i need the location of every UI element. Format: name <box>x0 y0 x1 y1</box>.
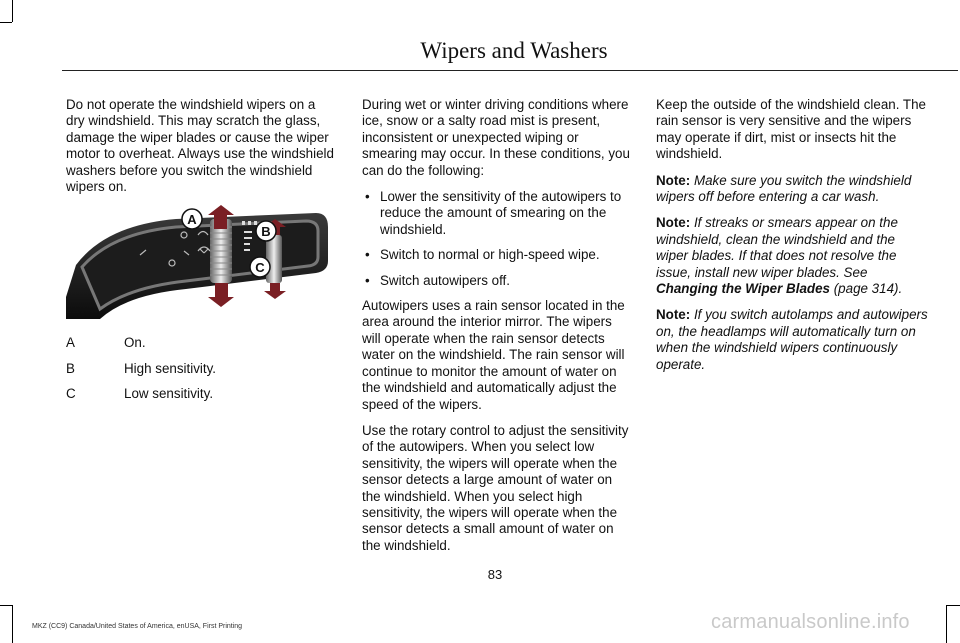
legend-row <box>66 361 336 377</box>
legend-key: C <box>66 386 76 402</box>
note-text: If you switch autolamps and autowipers on, the headlamps will automatically turn on when the windshield wipers continuously operate. <box>656 307 928 372</box>
column-3 <box>656 97 928 383</box>
note-label: Note: <box>656 307 691 323</box>
conditions-paragraph: During wet or winter driving conditions where ice, snow or a salty road mist is present, inconsistent or unexpected wiping or smearing may occur. In these conditions, you can do the following: <box>362 97 630 178</box>
column-2 <box>362 97 632 564</box>
callout-c: C <box>255 260 265 276</box>
header-rule <box>62 70 958 71</box>
watermark: carmanualsonline.info <box>711 611 910 633</box>
cross-reference-link[interactable]: Changing the Wiper Blades <box>656 281 830 297</box>
list-item: • Switch autowipers off. <box>362 273 632 289</box>
list-item: • Lower the sensitivity of the autowipers to reduce the amount of smearing on the windshield. <box>362 189 632 238</box>
sensitivity-paragraph: Use the rotary control to adjust the sensitivity of the autowipers. When you select low sensitivity, the wipers will operate when the sensor detects a large amount of water on the windshield. When you select high sensitivity, the wipers will operate when the sensor detects a small amount of water on the windshield. <box>362 422 629 553</box>
crop-mark <box>947 605 960 606</box>
legend-row <box>66 335 336 351</box>
rain-sensor-paragraph: Autowipers uses a rain sensor located in the area around the interior mirror. The wipers will operate when the rain sensor detects water on the windshield. The rain sensor will continue to monitor the amount of water on the windshield and automatically adjust the speed of the wipers. <box>362 298 625 412</box>
note-label: Note: <box>656 172 691 188</box>
legend-text: High sensitivity. <box>124 360 217 376</box>
rotary-control <box>266 235 282 283</box>
legend-key: A <box>66 335 75 351</box>
figure-legend <box>66 335 336 402</box>
note-autolamps <box>656 307 928 373</box>
arrow-down-c <box>264 283 286 299</box>
bullet-list <box>362 189 632 289</box>
note-text: If streaks or smears appear on the windshield, clean the windshield and the wiper blades. If that does not resolve the issue, install new wiper blades. See <box>656 215 898 280</box>
list-item: • Switch to normal or high-speed wipe. <box>362 247 632 263</box>
legend-text: Low sensitivity. <box>124 386 214 402</box>
footer-text: MKZ (CC9) Canada/United States of America, enUSA, First Printing <box>32 623 243 630</box>
note-wiper-blades <box>656 215 928 297</box>
callout-a: A <box>187 212 197 228</box>
wiper-stalk-illustration <box>66 205 328 319</box>
crop-mark <box>0 605 12 606</box>
note-car-wash <box>656 173 928 206</box>
wiper-control-figure <box>66 205 328 319</box>
note-label: Note: <box>656 215 691 231</box>
callout-b: B <box>261 224 271 240</box>
legend-text: On. <box>124 335 146 351</box>
note-text: Make sure you switch the windshield wipers off before entering a car wash. <box>656 172 912 205</box>
clean-windshield-paragraph: Keep the outside of the windshield clean. The rain sensor is very sensitive and the wipers may operate if dirt, mist or insects hit the windshield. <box>656 97 926 162</box>
crop-mark <box>946 605 947 643</box>
page-title: Wipers and Washers <box>420 38 608 63</box>
page-number: 83 <box>487 567 503 582</box>
legend-row <box>66 386 336 402</box>
crop-mark <box>12 0 13 22</box>
crop-mark <box>0 22 12 23</box>
crop-mark <box>12 605 13 643</box>
column-1 <box>66 97 336 412</box>
figure-code: E221744 <box>66 306 99 316</box>
page-reference: (page 314). <box>833 281 903 297</box>
intro-paragraph: Do not operate the windshield wipers on a dry windshield. This may scratch the glass, damage the wiper blades or cause the wiper motor to overheat. Always use the windshield washers before you switch the windshield wipers on. <box>66 97 334 195</box>
legend-key: B <box>66 360 75 376</box>
arrow-down <box>208 283 234 307</box>
